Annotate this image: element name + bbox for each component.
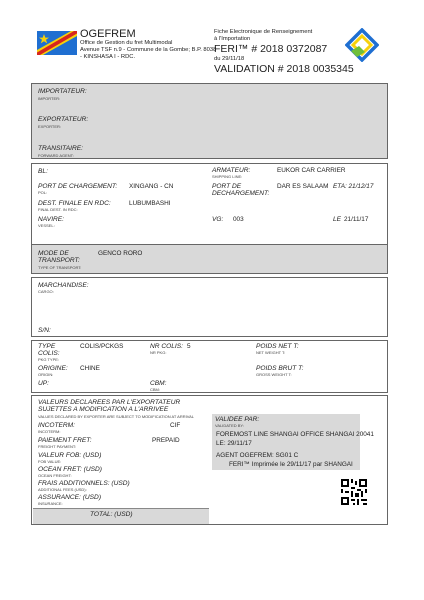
- forwarder-sub: FORWARD AGENT:: [38, 153, 74, 158]
- up-label: UP:: [38, 380, 49, 387]
- net-weight-sub: NET WEIGHT T:: [256, 350, 286, 355]
- validated-printed: FERI™ Imprimée le 29/11/17 par SHANGAI: [229, 461, 353, 468]
- nr-colis-label: NR COLIS:: [150, 343, 183, 350]
- transport-label-1: MODE DE: [38, 250, 69, 257]
- cargo-sub: CARGO:: [38, 289, 54, 294]
- dest-value: LUBUMBASHI: [129, 200, 171, 207]
- validated-office: FOREMOST LINE SHANGAI OFFICE SHANGAI 20041: [216, 431, 374, 438]
- feri-date: du 29/11/18: [214, 56, 245, 62]
- importer-sub: IMPORTER:: [38, 96, 61, 101]
- freight-value: PREPAID: [152, 437, 180, 444]
- sn-label: S/N:: [38, 327, 51, 334]
- values-title-1: VALEURS DECLAREES PAR L'EXPORTATEUR: [38, 399, 181, 406]
- forwarder-label: TRANSITAIRE:: [38, 145, 83, 152]
- pod-label: PORT DE DECHARGEMENT:: [212, 183, 270, 197]
- incoterm-value: CIF: [170, 422, 181, 429]
- armateur-sub: SHIPPING LINE:: [212, 174, 243, 179]
- transport-box: [31, 244, 388, 274]
- pod-value: DAR ES SALAAM: [277, 183, 329, 190]
- net-weight-label: POIDS NET T:: [256, 343, 299, 350]
- bl-label: BL:: [38, 168, 48, 175]
- flag-logo: [37, 31, 77, 55]
- vg-label: VG:: [212, 216, 224, 223]
- additional-fees-sub: ADDITIONAL FEES (USD):: [38, 487, 87, 492]
- pol-label: PORT DE CHARGEMENT:: [38, 183, 118, 190]
- shipping-box: [31, 163, 388, 252]
- importer-label: IMPORTATEUR:: [38, 88, 87, 95]
- form-line1: Fiche Electronique de Renseignement: [214, 29, 313, 35]
- org-name: OGEFREM: [80, 28, 136, 40]
- ocean-sub: OCEAN FREIGHT:: [38, 473, 72, 478]
- vessel-label: NAVIRE:: [38, 216, 65, 223]
- values-title-2: SUJETTES A MODIFICATION A L'ARRIVEE: [38, 406, 169, 413]
- incoterm-label: INCOTERM:: [38, 422, 75, 429]
- additional-fees-label: FRAIS ADDITIONNELS: (USD): [38, 480, 130, 487]
- armateur-value: EUKOR CAR CARRIER: [277, 167, 346, 174]
- vg-value: 003: [233, 216, 244, 223]
- form-line2: à l'Importation: [214, 36, 251, 42]
- total-label: TOTAL: (USD): [90, 511, 133, 518]
- values-title-sub: VALUES DECLARED BY EXPORTER ARE SUBJECT TO MODIFICATION AT ARRIVAL: [38, 414, 194, 419]
- fob-label: VALEUR FOB: (USD): [38, 452, 102, 459]
- cbm-label: CBM:: [150, 380, 167, 387]
- incoterm-sub: INCOTERM:: [38, 429, 61, 434]
- ocean-label: OCEAN FRET: (USD): [38, 466, 102, 473]
- transport-label-2: TRANSPORT:: [38, 257, 80, 264]
- pkg-type-sub: PKG TYPE:: [38, 357, 60, 362]
- origin-sub: ORIGIN:: [38, 372, 54, 377]
- eta-value: ETA: 21/12/17: [333, 183, 374, 190]
- freight-label: PAIEMENT FRET:: [38, 437, 92, 444]
- validated-agent: AGENT OGEFREM: SG01 C: [216, 452, 299, 459]
- vessel-sub: VESSEL:: [38, 223, 55, 228]
- qr-code: [341, 479, 367, 505]
- cbm-sub: CBM:: [150, 387, 160, 392]
- pol-sub: POL:: [38, 190, 48, 195]
- dest-sub: FINAL DEST. IN RDC:: [38, 207, 78, 212]
- nr-colis-value: 5: [187, 343, 191, 350]
- validated-date: LE: 29/11/17: [216, 440, 252, 447]
- dest-label: DEST. FINALE EN RDC:: [38, 200, 111, 207]
- transport-sub: TYPE OF TRANSPORT:: [38, 265, 82, 270]
- fob-sub: FOB VALUE:: [38, 459, 62, 464]
- feri-number: FERI™ # 2018 0372087: [214, 43, 328, 55]
- le-label: LE: [333, 216, 342, 223]
- exporter-sub: EXPORTER:: [38, 124, 62, 129]
- org-line3: - KINSHASA I - RDC.: [80, 54, 136, 60]
- validated-sub: VALIDATED BY:: [215, 423, 244, 428]
- gross-weight-label: POIDS BRUT T:: [256, 365, 304, 372]
- insurance-sub: INSURANCE:: [38, 501, 63, 506]
- ogefrem-emblem-logo: [345, 28, 379, 62]
- gross-weight-sub: GROSS WEIGHT T:: [256, 372, 292, 377]
- exporter-label: EXPORTATEUR:: [38, 116, 89, 123]
- nr-colis-sub: NR PKG:: [150, 350, 167, 355]
- insurance-label: ASSURANCE: (USD): [38, 494, 102, 501]
- le-value: 21/11/17: [344, 216, 369, 223]
- org-line2: Avenue TSF n.9 - Commune de la Gombe; B.P. 8038: [80, 47, 217, 53]
- validated-label: VALIDEE PAR:: [215, 416, 260, 423]
- pkg-type-label: TYPE: [38, 343, 56, 350]
- org-line1: Office de Gestion du fret Multimodal: [80, 40, 173, 46]
- origin-label: ORIGINE:: [38, 365, 68, 372]
- transport-value: GENCO RORO: [98, 250, 143, 257]
- armateur-label: ARMATEUR:: [212, 167, 251, 174]
- freight-sub: FREIGHT PAYMENT:: [38, 444, 77, 449]
- pkg-type-label-2: COLIS:: [38, 350, 60, 357]
- origin-value: CHINE: [80, 365, 100, 372]
- validation-number: VALIDATION # 2018 0035345: [214, 63, 354, 75]
- pkg-type-value: COLIS/PCKGS: [80, 343, 124, 350]
- pol-value: XINGANG - CN: [129, 183, 174, 190]
- cargo-label: MARCHANDISE:: [38, 282, 89, 289]
